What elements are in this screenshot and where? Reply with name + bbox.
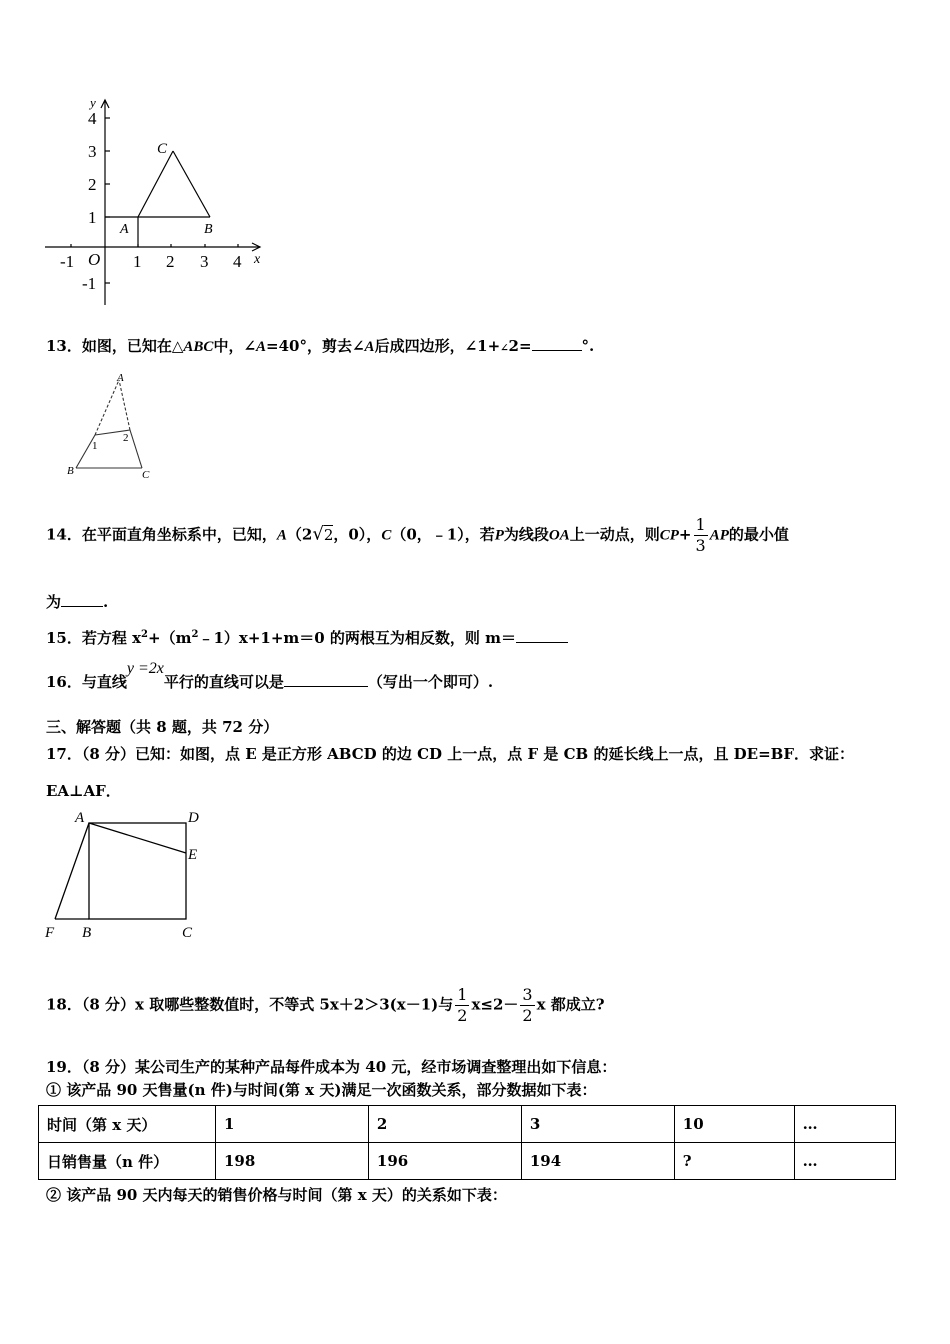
y-tick-neg1: -1: [82, 274, 97, 293]
y-tick-4: 4: [88, 109, 97, 128]
x-axis-label: x: [254, 252, 261, 267]
fig13-label-2: 2: [123, 432, 129, 444]
fraction-one-third: $\frac{1}{3}$: [695, 515, 706, 555]
x-tick-1: 1: [133, 252, 142, 271]
question-17: 17．（8 分）已知：如图，点 E 是正方形 ABCD 的边 CD 上一点，点 F 是 CB 的延长线上一点，且 DE=BF．求证：: [46, 745, 855, 763]
section-heading: 三、解答题（共 8 题，共 72 分）: [46, 718, 279, 736]
fig13-label-b: B: [67, 465, 74, 477]
x-tick-4: 4: [233, 252, 242, 271]
fig13-label-c: C: [142, 469, 150, 481]
point-a-label: A: [120, 222, 129, 237]
table-cell: 2: [368, 1106, 521, 1143]
triangle-side-cb: [173, 151, 210, 217]
table-cell: …: [794, 1106, 895, 1143]
table-row: [39, 1143, 896, 1180]
point-b-label: B: [204, 222, 213, 237]
triangle-cut-figure: [62, 370, 162, 482]
fig17-label-b: B: [82, 925, 92, 941]
table-cell: …: [794, 1143, 895, 1180]
question-16: 16．与直线y =2x平行的直线可以是 （写出一个即可）.: [46, 660, 494, 691]
fig17-label-d: D: [188, 810, 199, 826]
table-cell: 198: [216, 1143, 369, 1180]
x-tick-2: 2: [166, 252, 175, 271]
question-17-line2: EA⊥AF．: [46, 782, 121, 800]
fig17-label-f: F: [45, 925, 55, 941]
table-cell: 194: [521, 1143, 674, 1180]
fraction-three-halves: $\frac{3}{2}$: [522, 985, 533, 1025]
triangle-side-ac: [138, 151, 173, 217]
y-axis-label: y: [90, 95, 96, 110]
answer-blank-16[interactable]: [284, 672, 368, 687]
fig17-label-a: A: [75, 810, 85, 826]
question-14: 14．在平面直角坐标系中，已知，A（2√2，0），C（0，﹣1），若P为线段OA上一动点，则CP+ $\frac{1}{3}$ AP的最小值: [46, 515, 789, 555]
fig17-label-e: E: [188, 847, 198, 863]
y-tick-2: 2: [88, 175, 97, 194]
fraction-one-half: $\frac{1}{2}$: [457, 985, 468, 1025]
table-row: [39, 1106, 896, 1143]
table-cell: 196: [368, 1143, 521, 1180]
x-tick-3: 3: [200, 252, 209, 271]
table-header-cell: 日销售量（n 件）: [39, 1143, 216, 1180]
fig13-label-a: A: [117, 372, 124, 384]
sqrt-symbol: √: [312, 523, 324, 545]
answer-blank-13[interactable]: [532, 336, 582, 351]
sales-table: [38, 1105, 896, 1180]
question-19: 19．（8 分）某公司生产的某种产品每件成本为 40 元，经市场调查整理出如下信息：: [46, 1058, 617, 1076]
question-19-info1: ① 该产品 90 天售量(n 件)与时间(第 x 天)满足一次函数关系，部分数据如下表：: [46, 1081, 597, 1099]
y-tick-1: 1: [88, 208, 97, 227]
origin-label: O: [88, 250, 101, 269]
table-cell: 10: [674, 1106, 794, 1143]
fig13-label-1: 1: [92, 440, 98, 452]
fig17-label-c: C: [182, 925, 193, 941]
question-19-info2: ② 该产品 90 天内每天的销售价格与时间（第 x 天）的关系如下表：: [46, 1186, 507, 1204]
answer-blank-15[interactable]: [516, 628, 568, 643]
coordinate-graph: [40, 95, 270, 310]
question-15: 15．若方程 $x^2+(m^2﹣1)x+1+m=0$ 的两根互为相反数，则 m＝: [46, 625, 568, 648]
question-18: 18．（8 分）x 取哪些整数值时，不等式 5x＋2＞3(x－1)与 $\frac{1}{2}$ x≤2－ $\frac{3}{2}$ x 都成立?: [46, 985, 605, 1025]
table-cell: ?: [674, 1143, 794, 1180]
question-14-line2: 为 .: [46, 593, 109, 611]
y-tick-3: 3: [88, 142, 97, 161]
x-tick-neg1: -1: [60, 252, 75, 271]
point-c-label: C: [157, 141, 168, 157]
question-13: 13．如图，已知在△ABC中，∠A=40°，剪去∠A后成四边形，∠1+∠2= °.: [46, 337, 595, 355]
table-cell: 3: [521, 1106, 674, 1143]
segment-ae: [89, 823, 186, 853]
square-figure: [40, 805, 210, 945]
answer-blank-14[interactable]: [61, 592, 103, 607]
segment-af: [55, 823, 89, 919]
table-cell: 1: [216, 1106, 369, 1143]
table-header-cell: 时间（第 x 天）: [39, 1106, 216, 1143]
